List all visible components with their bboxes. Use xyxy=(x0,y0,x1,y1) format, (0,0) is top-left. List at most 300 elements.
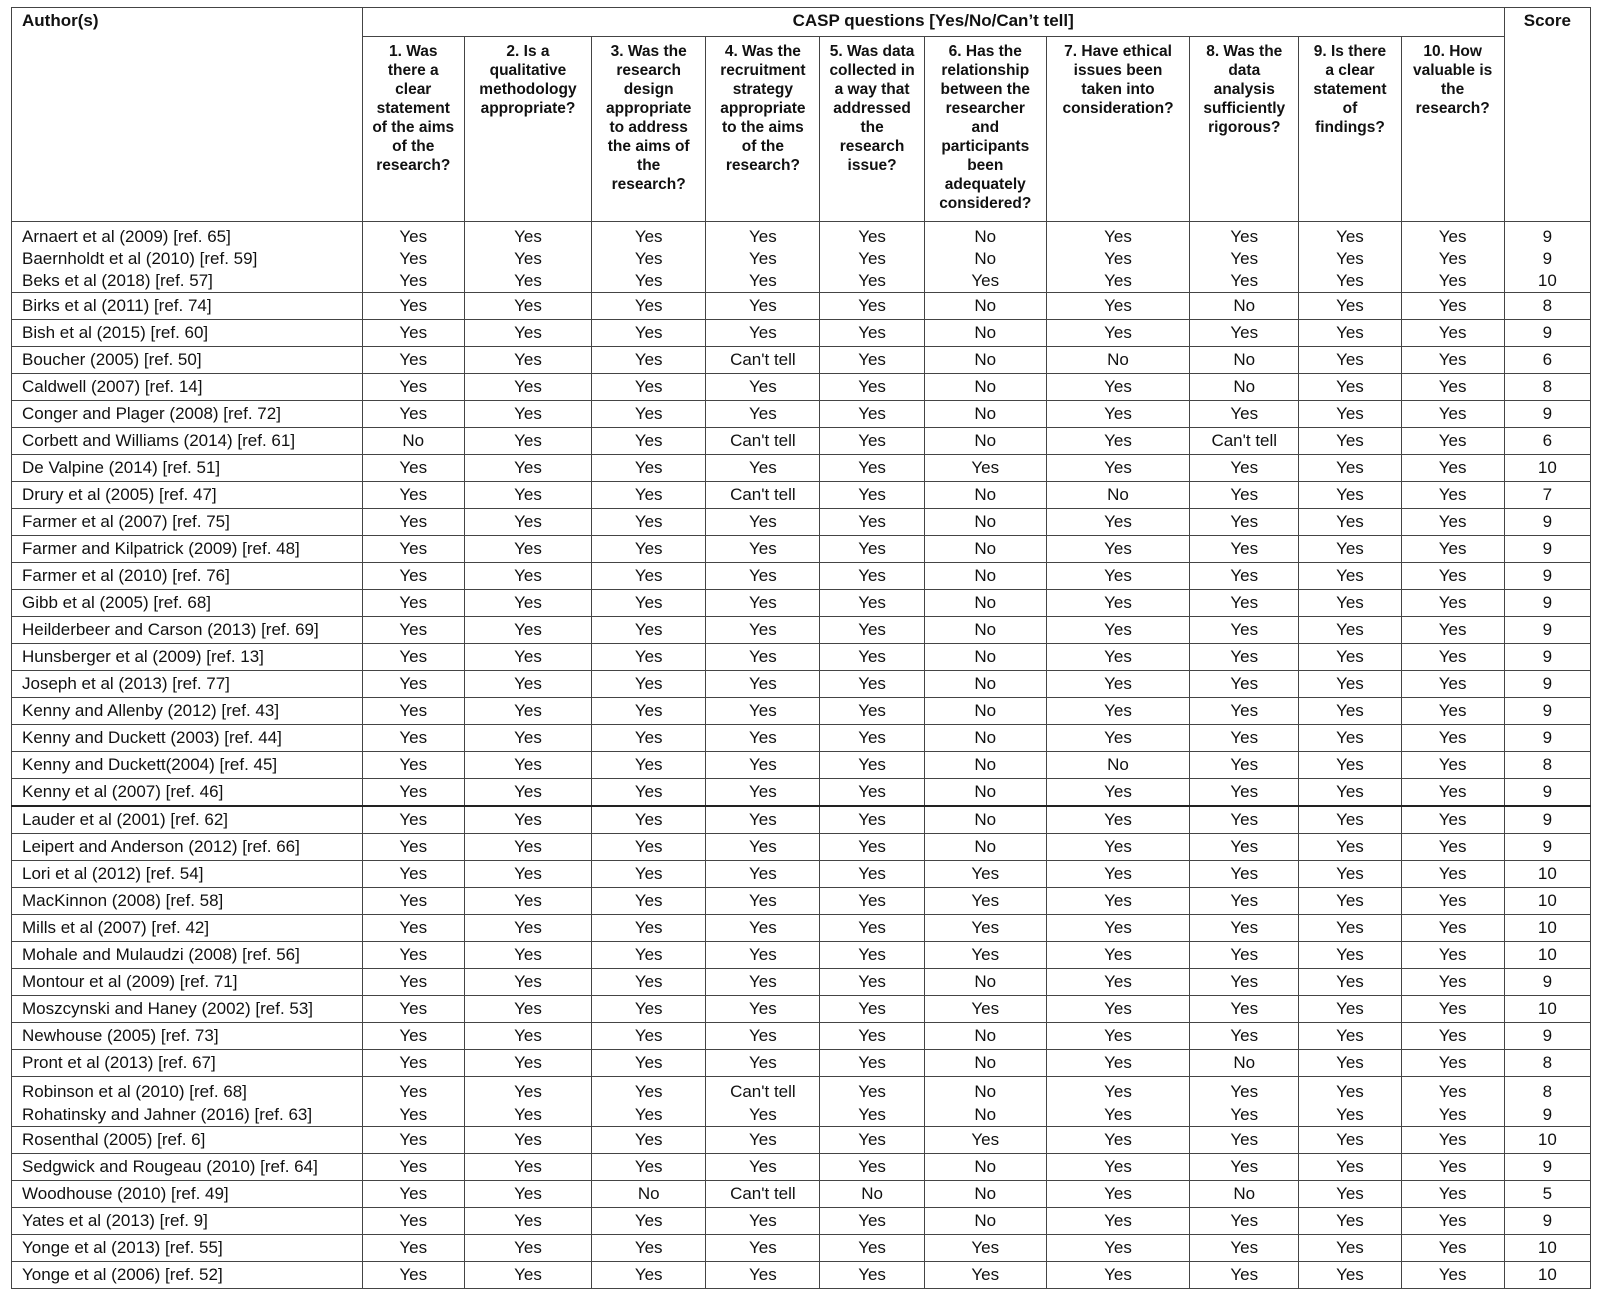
score-cell: 9 xyxy=(1504,779,1590,807)
answer-cell-q5: Yes xyxy=(820,996,924,1023)
answer-cell-q3: Yes xyxy=(592,671,706,698)
answer-cell-q1: Yes xyxy=(362,482,464,509)
answer-cell-q2: Yes xyxy=(464,347,591,374)
answer-cell-q9: Yes xyxy=(1299,1208,1401,1235)
answer-cell-q9: Yes xyxy=(1299,509,1401,536)
answer-cell-q3: Yes xyxy=(592,269,706,293)
answer-cell-q6: Yes xyxy=(924,888,1046,915)
answer-cell-q8: Yes xyxy=(1190,861,1299,888)
table-row xyxy=(12,752,1591,779)
answer-cell-q4: Yes xyxy=(706,563,820,590)
answer-cell-q7: Yes xyxy=(1046,1181,1189,1208)
answer-cell-q1: Yes xyxy=(362,644,464,671)
answer-cell-q9: Yes xyxy=(1299,888,1401,915)
answer-cell-q2: Yes xyxy=(464,1127,591,1154)
question-header-6: 6. Has the relationship between the researcher and participants been adequately considered? xyxy=(924,37,1046,222)
author-cell: Heilderbeer and Carson (2013) [ref. 69] xyxy=(12,617,363,644)
answer-cell-q3: Yes xyxy=(592,861,706,888)
answer-cell-q1: Yes xyxy=(362,834,464,861)
answer-cell-q5: Yes xyxy=(820,563,924,590)
answer-cell-q5: Yes xyxy=(820,536,924,563)
answer-cell-q4: Yes xyxy=(706,320,820,347)
answer-cell-q3: Yes xyxy=(592,563,706,590)
author-cell: Corbett and Williams (2014) [ref. 61] xyxy=(12,428,363,455)
answer-cell-q8: Yes xyxy=(1190,1208,1299,1235)
answer-cell-q2: Yes xyxy=(464,888,591,915)
table-row xyxy=(12,806,1591,834)
score-cell: 10 xyxy=(1504,269,1590,293)
question-header-7: 7. Have ethical issues been taken into consideration? xyxy=(1046,37,1189,222)
score-cell: 9 xyxy=(1504,509,1590,536)
author-cell: Farmer et al (2007) [ref. 75] xyxy=(12,509,363,536)
answer-cell-q10: Yes xyxy=(1401,248,1504,269)
answer-cell-q5: Yes xyxy=(820,509,924,536)
answer-cell-q7: Yes xyxy=(1046,888,1189,915)
answer-cell-q7: Yes xyxy=(1046,428,1189,455)
answer-cell-q2: Yes xyxy=(464,1154,591,1181)
answer-cell-q7: Yes xyxy=(1046,725,1189,752)
answer-cell-q5: Yes xyxy=(820,915,924,942)
author-cell: Kenny and Allenby (2012) [ref. 43] xyxy=(12,698,363,725)
answer-cell-q7: Yes xyxy=(1046,996,1189,1023)
answer-cell-q10: Yes xyxy=(1401,644,1504,671)
answer-cell-q6: No xyxy=(924,671,1046,698)
table-row xyxy=(12,861,1591,888)
question-header-5: 5. Was data collected in a way that addressed the research issue? xyxy=(820,37,924,222)
answer-cell-q1: Yes xyxy=(362,725,464,752)
answer-cell-q10: Yes xyxy=(1401,401,1504,428)
answer-cell-q1: Yes xyxy=(362,536,464,563)
score-cell: 10 xyxy=(1504,888,1590,915)
author-cell: Arnaert et al (2009) [ref. 65] xyxy=(12,222,363,249)
answer-cell-q8: No xyxy=(1190,374,1299,401)
answer-cell-q2: Yes xyxy=(464,248,591,269)
answer-cell-q8: No xyxy=(1190,1050,1299,1077)
author-cell: Woodhouse (2010) [ref. 49] xyxy=(12,1181,363,1208)
question-header-4: 4. Was the recruitment strategy appropriate to the aims of the research? xyxy=(706,37,820,222)
author-cell: Farmer and Kilpatrick (2009) [ref. 48] xyxy=(12,536,363,563)
answer-cell-q2: Yes xyxy=(464,806,591,834)
author-cell: Baernholdt et al (2010) [ref. 59] xyxy=(12,248,363,269)
answer-cell-q1: Yes xyxy=(362,1077,464,1104)
score-cell: 5 xyxy=(1504,1181,1590,1208)
answer-cell-q10: Yes xyxy=(1401,293,1504,320)
answer-cell-q7: Yes xyxy=(1046,401,1189,428)
answer-cell-q4: Yes xyxy=(706,1127,820,1154)
answer-cell-q10: Yes xyxy=(1401,428,1504,455)
answer-cell-q5: Yes xyxy=(820,888,924,915)
answer-cell-q2: Yes xyxy=(464,293,591,320)
answer-cell-q3: Yes xyxy=(592,1154,706,1181)
answer-cell-q7: Yes xyxy=(1046,563,1189,590)
table-row xyxy=(12,1127,1591,1154)
answer-cell-q1: Yes xyxy=(362,248,464,269)
answer-cell-q8: Yes xyxy=(1190,1127,1299,1154)
answer-cell-q1: Yes xyxy=(362,347,464,374)
answer-cell-q3: Yes xyxy=(592,347,706,374)
score-cell: 9 xyxy=(1504,1103,1590,1127)
answer-cell-q2: Yes xyxy=(464,1181,591,1208)
answer-cell-q3: Yes xyxy=(592,1077,706,1104)
answer-cell-q1: Yes xyxy=(362,455,464,482)
answer-cell-q7: Yes xyxy=(1046,293,1189,320)
answer-cell-q5: Yes xyxy=(820,779,924,807)
author-cell: Boucher (2005) [ref. 50] xyxy=(12,347,363,374)
answer-cell-q4: Yes xyxy=(706,806,820,834)
answer-cell-q10: Yes xyxy=(1401,1077,1504,1104)
answer-cell-q5: Yes xyxy=(820,269,924,293)
answer-cell-q8: Yes xyxy=(1190,563,1299,590)
answer-cell-q6: Yes xyxy=(924,1235,1046,1262)
answer-cell-q2: Yes xyxy=(464,1103,591,1127)
answer-cell-q4: Can't tell xyxy=(706,482,820,509)
answer-cell-q10: Yes xyxy=(1401,269,1504,293)
answer-cell-q2: Yes xyxy=(464,320,591,347)
answer-cell-q6: Yes xyxy=(924,861,1046,888)
answer-cell-q7: Yes xyxy=(1046,1127,1189,1154)
answer-cell-q3: Yes xyxy=(592,644,706,671)
casp-table-container xyxy=(11,7,1591,1289)
author-cell: Newhouse (2005) [ref. 73] xyxy=(12,1023,363,1050)
answer-cell-q6: No xyxy=(924,293,1046,320)
answer-cell-q6: Yes xyxy=(924,1127,1046,1154)
table-row xyxy=(12,1235,1591,1262)
answer-cell-q6: No xyxy=(924,834,1046,861)
answer-cell-q1: Yes xyxy=(362,1023,464,1050)
score-cell: 10 xyxy=(1504,455,1590,482)
score-cell: 8 xyxy=(1504,1077,1590,1104)
answer-cell-q8: Yes xyxy=(1190,1023,1299,1050)
answer-cell-q9: Yes xyxy=(1299,1262,1401,1289)
answer-cell-q1: Yes xyxy=(362,698,464,725)
answer-cell-q5: Yes xyxy=(820,969,924,996)
author-cell: Yonge et al (2013) [ref. 55] xyxy=(12,1235,363,1262)
answer-cell-q8: Yes xyxy=(1190,644,1299,671)
answer-cell-q9: Yes xyxy=(1299,563,1401,590)
answer-cell-q2: Yes xyxy=(464,590,591,617)
answer-cell-q4: Yes xyxy=(706,590,820,617)
answer-cell-q9: Yes xyxy=(1299,374,1401,401)
answer-cell-q5: Yes xyxy=(820,401,924,428)
answer-cell-q6: No xyxy=(924,1208,1046,1235)
answer-cell-q2: Yes xyxy=(464,455,591,482)
answer-cell-q5: Yes xyxy=(820,455,924,482)
answer-cell-q6: No xyxy=(924,509,1046,536)
answer-cell-q9: Yes xyxy=(1299,942,1401,969)
answer-cell-q5: Yes xyxy=(820,671,924,698)
table-row xyxy=(12,401,1591,428)
answer-cell-q2: Yes xyxy=(464,374,591,401)
table-row xyxy=(12,482,1591,509)
answer-cell-q6: Yes xyxy=(924,269,1046,293)
answer-cell-q5: Yes xyxy=(820,725,924,752)
score-cell: 9 xyxy=(1504,806,1590,834)
answer-cell-q7: Yes xyxy=(1046,1262,1189,1289)
score-cell: 10 xyxy=(1504,1235,1590,1262)
answer-cell-q9: Yes xyxy=(1299,725,1401,752)
answer-cell-q9: Yes xyxy=(1299,222,1401,249)
answer-cell-q6: No xyxy=(924,617,1046,644)
table-row xyxy=(12,455,1591,482)
answer-cell-q9: Yes xyxy=(1299,1154,1401,1181)
answer-cell-q7: Yes xyxy=(1046,320,1189,347)
answer-cell-q1: Yes xyxy=(362,1050,464,1077)
answer-cell-q6: No xyxy=(924,428,1046,455)
answer-cell-q1: Yes xyxy=(362,942,464,969)
answer-cell-q7: Yes xyxy=(1046,1050,1189,1077)
answer-cell-q6: No xyxy=(924,563,1046,590)
answer-cell-q8: Yes xyxy=(1190,320,1299,347)
answer-cell-q5: No xyxy=(820,1181,924,1208)
answer-cell-q7: Yes xyxy=(1046,509,1189,536)
casp-questions-header: CASP questions [Yes/No/Can’t tell] xyxy=(362,8,1504,37)
question-header-3: 3. Was the research design appropriate to address the aims of the research? xyxy=(592,37,706,222)
table-row xyxy=(12,374,1591,401)
table-row xyxy=(12,347,1591,374)
table-row xyxy=(12,834,1591,861)
table-row xyxy=(12,942,1591,969)
author-cell: Drury et al (2005) [ref. 47] xyxy=(12,482,363,509)
answer-cell-q10: Yes xyxy=(1401,590,1504,617)
answer-cell-q10: Yes xyxy=(1401,969,1504,996)
table-row xyxy=(12,779,1591,807)
author-cell: Mohale and Mulaudzi (2008) [ref. 56] xyxy=(12,942,363,969)
answer-cell-q5: Yes xyxy=(820,1077,924,1104)
answer-cell-q10: Yes xyxy=(1401,996,1504,1023)
answer-cell-q1: Yes xyxy=(362,1262,464,1289)
answer-cell-q9: Yes xyxy=(1299,1127,1401,1154)
question-header-1: 1. Was there a clear statement of the aims of the research? xyxy=(362,37,464,222)
answer-cell-q7: Yes xyxy=(1046,1023,1189,1050)
answer-cell-q9: Yes xyxy=(1299,915,1401,942)
answer-cell-q3: Yes xyxy=(592,428,706,455)
score-cell: 9 xyxy=(1504,725,1590,752)
question-header-9: 9. Is there a clear statement of findings? xyxy=(1299,37,1401,222)
answer-cell-q4: Yes xyxy=(706,779,820,807)
answer-cell-q4: Can't tell xyxy=(706,347,820,374)
answer-cell-q1: Yes xyxy=(362,590,464,617)
score-cell: 9 xyxy=(1504,834,1590,861)
answer-cell-q7: Yes xyxy=(1046,455,1189,482)
score-cell: 6 xyxy=(1504,428,1590,455)
answer-cell-q6: No xyxy=(924,725,1046,752)
answer-cell-q10: Yes xyxy=(1401,1023,1504,1050)
answer-cell-q1: Yes xyxy=(362,888,464,915)
answer-cell-q3: Yes xyxy=(592,248,706,269)
answer-cell-q1: Yes xyxy=(362,996,464,1023)
author-cell: Kenny et al (2007) [ref. 46] xyxy=(12,779,363,807)
author-cell: Mills et al (2007) [ref. 42] xyxy=(12,915,363,942)
answer-cell-q7: Yes xyxy=(1046,671,1189,698)
answer-cell-q10: Yes xyxy=(1401,509,1504,536)
table-row xyxy=(12,428,1591,455)
answer-cell-q4: Can't tell xyxy=(706,1181,820,1208)
answer-cell-q9: Yes xyxy=(1299,806,1401,834)
answer-cell-q4: Yes xyxy=(706,617,820,644)
answer-cell-q7: Yes xyxy=(1046,617,1189,644)
answer-cell-q4: Yes xyxy=(706,996,820,1023)
answer-cell-q7: Yes xyxy=(1046,374,1189,401)
answer-cell-q7: Yes xyxy=(1046,1077,1189,1104)
score-cell: 8 xyxy=(1504,1050,1590,1077)
answer-cell-q1: Yes xyxy=(362,374,464,401)
answer-cell-q5: Yes xyxy=(820,482,924,509)
answer-cell-q8: Yes xyxy=(1190,401,1299,428)
answer-cell-q8: Yes xyxy=(1190,996,1299,1023)
answer-cell-q7: Yes xyxy=(1046,222,1189,249)
answer-cell-q8: Yes xyxy=(1190,1262,1299,1289)
answer-cell-q3: Yes xyxy=(592,536,706,563)
score-cell: 10 xyxy=(1504,1262,1590,1289)
answer-cell-q1: Yes xyxy=(362,1103,464,1127)
answer-cell-q8: Yes xyxy=(1190,1235,1299,1262)
answer-cell-q9: Yes xyxy=(1299,861,1401,888)
answer-cell-q10: Yes xyxy=(1401,888,1504,915)
answer-cell-q3: Yes xyxy=(592,779,706,807)
answer-cell-q8: Yes xyxy=(1190,942,1299,969)
answer-cell-q5: Yes xyxy=(820,1262,924,1289)
answer-cell-q6: No xyxy=(924,1050,1046,1077)
answer-cell-q6: No xyxy=(924,222,1046,249)
table-row xyxy=(12,915,1591,942)
answer-cell-q7: Yes xyxy=(1046,536,1189,563)
answer-cell-q9: Yes xyxy=(1299,536,1401,563)
score-cell: 10 xyxy=(1504,996,1590,1023)
answer-cell-q4: Yes xyxy=(706,915,820,942)
answer-cell-q4: Yes xyxy=(706,942,820,969)
answer-cell-q3: Yes xyxy=(592,996,706,1023)
score-cell: 9 xyxy=(1504,698,1590,725)
table-row xyxy=(12,888,1591,915)
answer-cell-q1: Yes xyxy=(362,563,464,590)
answer-cell-q7: Yes xyxy=(1046,590,1189,617)
score-cell: 10 xyxy=(1504,1127,1590,1154)
answer-cell-q4: Yes xyxy=(706,1235,820,1262)
answer-cell-q1: Yes xyxy=(362,806,464,834)
answer-cell-q4: Yes xyxy=(706,401,820,428)
answer-cell-q9: Yes xyxy=(1299,698,1401,725)
answer-cell-q4: Yes xyxy=(706,861,820,888)
answer-cell-q6: Yes xyxy=(924,915,1046,942)
answer-cell-q8: Yes xyxy=(1190,482,1299,509)
table-row xyxy=(12,293,1591,320)
table-row xyxy=(12,269,1591,293)
answer-cell-q2: Yes xyxy=(464,1262,591,1289)
answer-cell-q10: Yes xyxy=(1401,752,1504,779)
answer-cell-q1: Yes xyxy=(362,222,464,249)
question-header-8: 8. Was the data analysis sufficiently rigorous? xyxy=(1190,37,1299,222)
score-cell: 9 xyxy=(1504,536,1590,563)
answer-cell-q5: Yes xyxy=(820,1127,924,1154)
answer-cell-q3: Yes xyxy=(592,374,706,401)
author-cell: Kenny and Duckett (2003) [ref. 44] xyxy=(12,725,363,752)
author-cell: Birks et al (2011) [ref. 74] xyxy=(12,293,363,320)
answer-cell-q8: Yes xyxy=(1190,969,1299,996)
answer-cell-q4: Yes xyxy=(706,969,820,996)
answer-cell-q1: Yes xyxy=(362,1181,464,1208)
table-row xyxy=(12,320,1591,347)
table-row xyxy=(12,509,1591,536)
answer-cell-q3: Yes xyxy=(592,455,706,482)
answer-cell-q7: Yes xyxy=(1046,1103,1189,1127)
question-header-2: 2. Is a qualitative methodology appropriate? xyxy=(464,37,591,222)
answer-cell-q6: No xyxy=(924,698,1046,725)
answer-cell-q2: Yes xyxy=(464,269,591,293)
answer-cell-q2: Yes xyxy=(464,482,591,509)
score-cell: 9 xyxy=(1504,617,1590,644)
answer-cell-q9: Yes xyxy=(1299,617,1401,644)
answer-cell-q10: Yes xyxy=(1401,320,1504,347)
table-row xyxy=(12,1050,1591,1077)
answer-cell-q2: Yes xyxy=(464,834,591,861)
answer-cell-q5: Yes xyxy=(820,861,924,888)
answer-cell-q10: Yes xyxy=(1401,1103,1504,1127)
answer-cell-q4: Can't tell xyxy=(706,1077,820,1104)
answer-cell-q5: Yes xyxy=(820,347,924,374)
score-cell: 9 xyxy=(1504,1208,1590,1235)
answer-cell-q6: Yes xyxy=(924,942,1046,969)
answer-cell-q6: No xyxy=(924,779,1046,807)
answer-cell-q9: Yes xyxy=(1299,248,1401,269)
answer-cell-q8: Yes xyxy=(1190,915,1299,942)
answer-cell-q6: No xyxy=(924,482,1046,509)
answer-cell-q8: Yes xyxy=(1190,888,1299,915)
score-cell: 9 xyxy=(1504,222,1590,249)
answer-cell-q1: Yes xyxy=(362,1127,464,1154)
answer-cell-q1: Yes xyxy=(362,915,464,942)
answer-cell-q9: Yes xyxy=(1299,590,1401,617)
answer-cell-q9: Yes xyxy=(1299,969,1401,996)
answer-cell-q10: Yes xyxy=(1401,861,1504,888)
answer-cell-q4: Yes xyxy=(706,509,820,536)
score-cell: 9 xyxy=(1504,969,1590,996)
answer-cell-q6: No xyxy=(924,1181,1046,1208)
answer-cell-q8: Yes xyxy=(1190,617,1299,644)
answer-cell-q10: Yes xyxy=(1401,1262,1504,1289)
answer-cell-q7: No xyxy=(1046,347,1189,374)
answer-cell-q8: Yes xyxy=(1190,509,1299,536)
answer-cell-q8: Can't tell xyxy=(1190,428,1299,455)
answer-cell-q6: No xyxy=(924,644,1046,671)
answer-cell-q1: No xyxy=(362,428,464,455)
table-row xyxy=(12,1181,1591,1208)
casp-quality-table xyxy=(11,7,1591,1289)
answer-cell-q2: Yes xyxy=(464,617,591,644)
answer-cell-q4: Yes xyxy=(706,222,820,249)
answer-cell-q7: Yes xyxy=(1046,644,1189,671)
answer-cell-q5: Yes xyxy=(820,834,924,861)
answer-cell-q1: Yes xyxy=(362,269,464,293)
answer-cell-q1: Yes xyxy=(362,969,464,996)
answer-cell-q6: No xyxy=(924,969,1046,996)
answer-cell-q6: No xyxy=(924,1023,1046,1050)
answer-cell-q7: No xyxy=(1046,752,1189,779)
answer-cell-q8: Yes xyxy=(1190,455,1299,482)
score-cell: 9 xyxy=(1504,1023,1590,1050)
author-cell: Lauder et al (2001) [ref. 62] xyxy=(12,806,363,834)
answer-cell-q6: Yes xyxy=(924,455,1046,482)
answer-cell-q2: Yes xyxy=(464,428,591,455)
answer-cell-q9: Yes xyxy=(1299,428,1401,455)
answer-cell-q9: Yes xyxy=(1299,482,1401,509)
answer-cell-q3: Yes xyxy=(592,617,706,644)
author-cell: Robinson et al (2010) [ref. 68] xyxy=(12,1077,363,1104)
answer-cell-q4: Yes xyxy=(706,698,820,725)
answer-cell-q9: Yes xyxy=(1299,1023,1401,1050)
answer-cell-q2: Yes xyxy=(464,1077,591,1104)
score-cell: 9 xyxy=(1504,590,1590,617)
answer-cell-q5: Yes xyxy=(820,222,924,249)
